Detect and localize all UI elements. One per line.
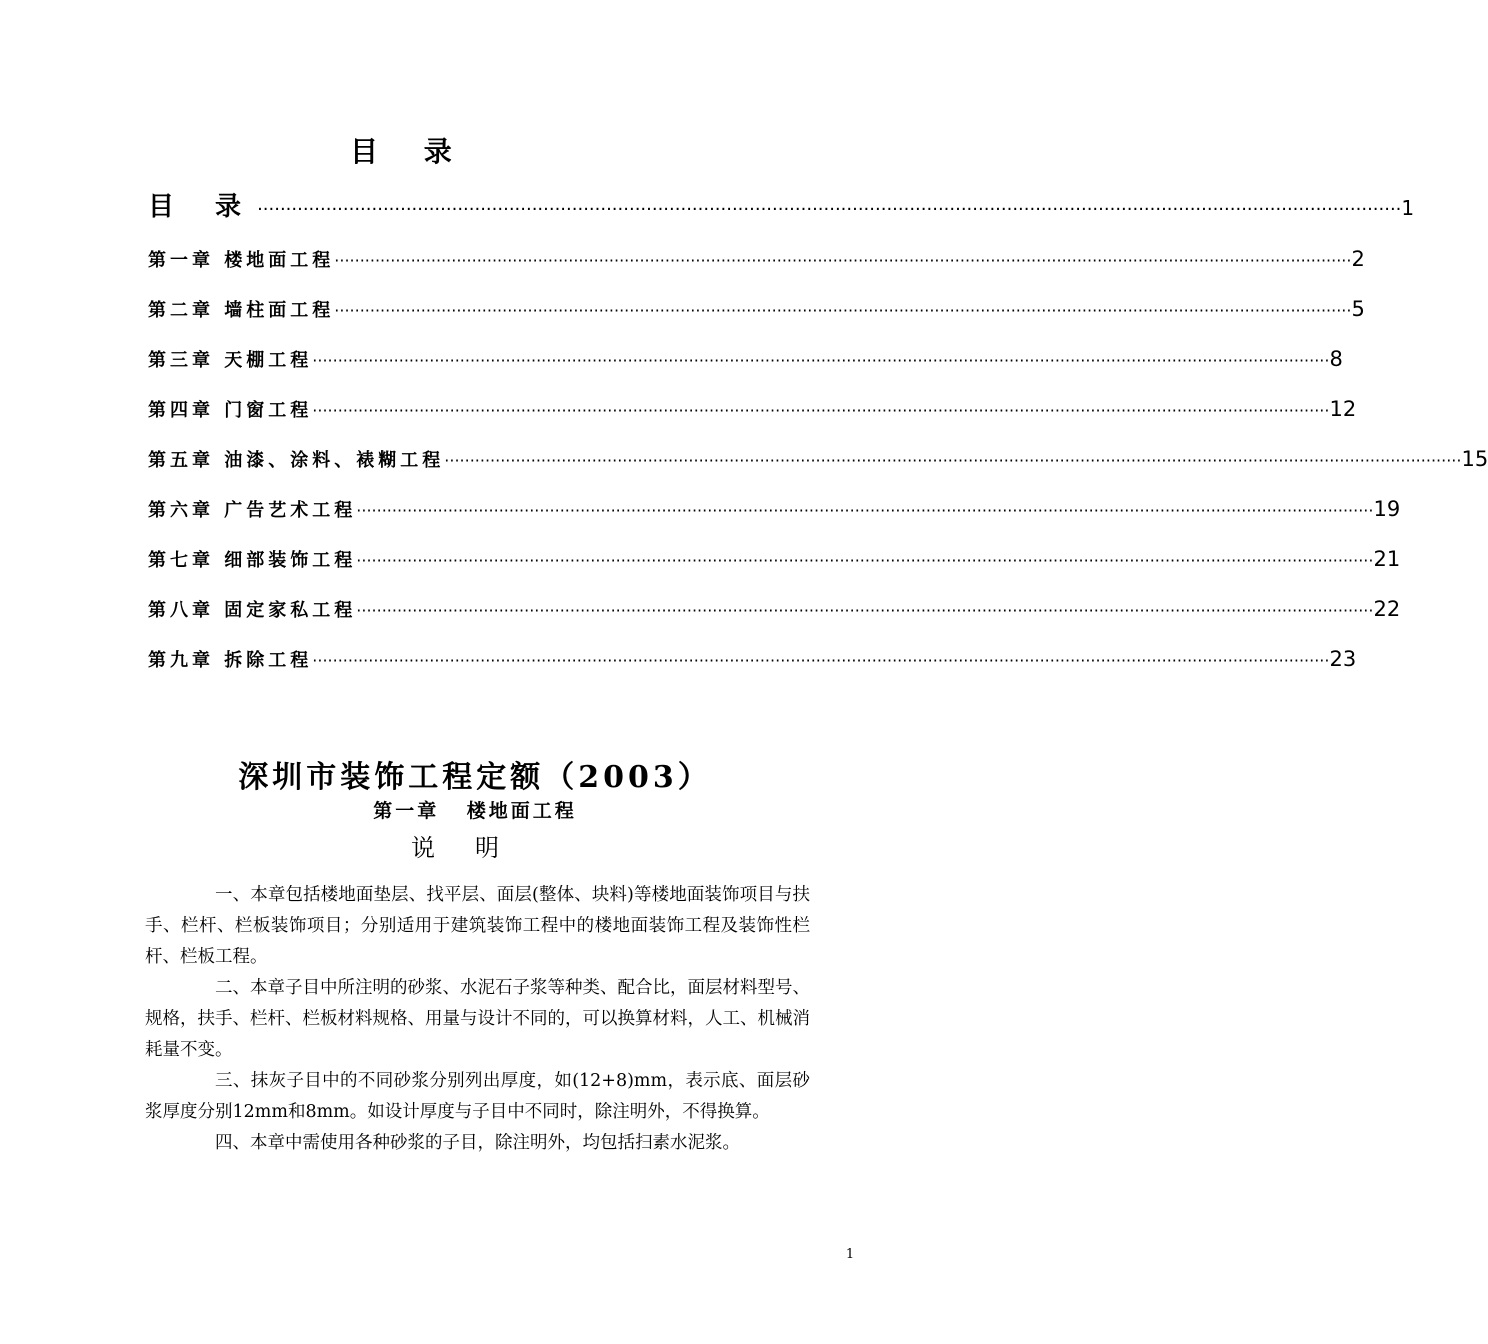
toc-entry-label: 第三章 天棚工程 [148, 350, 313, 371]
toc-entry-main[interactable] [148, 186, 1415, 223]
toc-dot-leader: ········································································································································································································ [356, 501, 1374, 520]
toc-dot-leader: ········································································································································································································ [356, 551, 1374, 570]
section-title: 说明 [411, 834, 539, 862]
page-number: 1 [845, 1247, 855, 1262]
toc-dot-leader: ········································································································································································································ [257, 199, 1402, 220]
toc-entry-page: 19 [1373, 497, 1401, 521]
toc-entry-label: 第九章 拆除工程 [148, 650, 313, 671]
chapter-title: 第一章 楼地面工程 [373, 800, 577, 822]
toc-entry-page: 22 [1373, 597, 1401, 621]
toc-dot-leader: ········································································································································································································ [312, 651, 1330, 670]
toc-entry[interactable] [148, 246, 1365, 272]
toc-entry[interactable] [148, 646, 1357, 672]
toc-dot-leader: ········································································································································································································ [334, 301, 1352, 320]
toc-entry[interactable] [148, 296, 1365, 322]
paragraph: 四、本章中需使用各种砂浆的子目，除注明外，均包括扫素水泥浆。 [215, 1133, 740, 1153]
toc-entry[interactable] [148, 546, 1401, 572]
toc-entry-label: 第一章 楼地面工程 [148, 250, 335, 271]
toc-entry-page: 12 [1329, 397, 1357, 421]
toc-entry-label: 目 录 [148, 192, 258, 222]
toc-dot-leader: ········································································································································································································ [312, 401, 1330, 420]
toc-entry[interactable] [148, 596, 1401, 622]
body-text [145, 880, 810, 1159]
toc-entry-label: 第七章 细部装饰工程 [148, 550, 357, 571]
toc-heading: 目 录 [350, 135, 470, 168]
toc-entry-label: 第五章 油漆、涂料、裱糊工程 [148, 450, 445, 471]
toc-entry-page: 21 [1373, 547, 1401, 571]
toc-entry-page: 15 [1461, 447, 1488, 471]
toc-entry-label: 第六章 广告艺术工程 [148, 500, 357, 521]
toc-entry-label: 第四章 门窗工程 [148, 400, 313, 421]
document-title: 深圳市装饰工程定额（2003） [238, 760, 712, 795]
toc-entry-page: 8 [1329, 347, 1343, 371]
toc-entry-page: 5 [1351, 297, 1365, 321]
toc-dot-leader: ········································································································································································································ [334, 251, 1352, 270]
toc-entry-page: 2 [1351, 247, 1365, 271]
toc-entry-label: 第八章 固定家私工程 [148, 600, 357, 621]
toc-dot-leader: ········································································································································································································ [312, 351, 1330, 370]
toc-entry-page: 1 [1401, 196, 1415, 220]
paragraph: 一、本章包括楼地面垫层、找平层、面层(整体、块料)等楼地面装饰项目与扶手、栏杆、栏板装饰项目；分别适用于建筑装饰工程中的楼地面装饰工程及装饰性栏杆、栏板工程。 [145, 885, 810, 967]
toc-entry[interactable] [148, 396, 1357, 422]
toc-dot-leader: ········································································································································································································ [356, 601, 1374, 620]
toc-entry[interactable] [148, 346, 1343, 372]
toc-entry[interactable] [148, 446, 1488, 472]
toc-dot-leader: ········································································································································································································ [444, 451, 1462, 470]
paragraph: 三、抹灰子目中的不同砂浆分别列出厚度，如(12+8)mm，表示底、面层砂浆厚度分别12mm和8mm。如设计厚度与子目中不同时，除注明外，不得换算。 [145, 1071, 810, 1122]
toc-entry-page: 23 [1329, 647, 1357, 671]
toc-entry[interactable] [148, 496, 1401, 522]
toc-entry-label: 第二章 墙柱面工程 [148, 300, 335, 321]
paragraph: 二、本章子目中所注明的砂浆、水泥石子浆等种类、配合比，面层材料型号、规格，扶手、栏杆、栏板材料规格、用量与设计不同的，可以换算材料，人工、机械消耗量不变。 [145, 978, 810, 1060]
